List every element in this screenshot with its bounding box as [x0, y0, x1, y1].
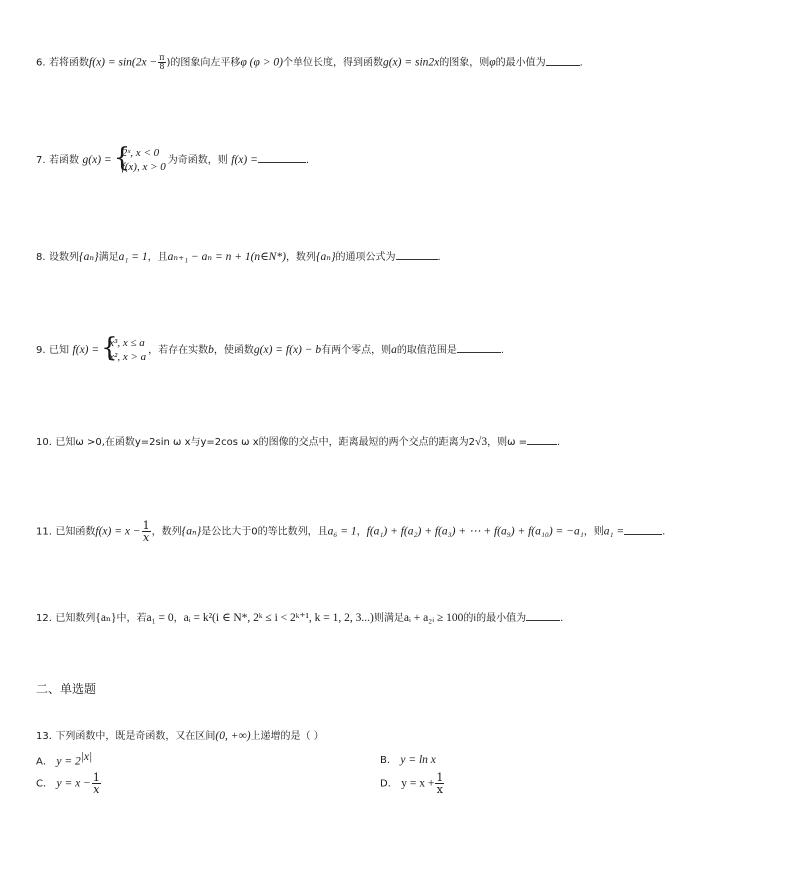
answer-blank [258, 152, 306, 163]
fraction: $\frac{1}{x}$ [436, 771, 444, 796]
option-label: C． [36, 778, 53, 790]
question-number: 13. [36, 731, 52, 742]
option-c[interactable]: C． y = x − $\frac{1}{x}$ [36, 771, 100, 796]
option-b[interactable]: B． y = ln x [380, 754, 436, 766]
option-label: D． [380, 778, 398, 790]
option-d[interactable]: D． y = x + $\frac{1}{x}$ [380, 771, 444, 796]
question-9: 9. 已知 f(x) = { x³, x ≤ a x², x > a ，若存在实数b，使函数g(x) = f(x) − b有两个零点，则a的取值范围是 . [36, 333, 505, 363]
piecewise-function: { x³, x ≤ a x², x > a [101, 333, 147, 363]
answer-blank [624, 524, 662, 535]
question-number: 11. [36, 526, 52, 538]
question-11: 11. 已知函数f(x) = x − $\frac{1}{x}$ ，数列{aₙ}是公比大于0的等比数列，且a₆ = 1，f(a₁) + f(a₂) + f(a₃) + ⋯ + f(a₉) + f(a₁₀) = −a₁，则a₁ = . [36, 519, 666, 544]
question-number: 6. [36, 57, 46, 69]
question-12: 12. 已知数列{aₙ}中，若a₁ = 0，aᵢ = k²(i ∈ N*, 2ᵏ ≤ i < 2ᵏ⁺¹, k = 1, 2, 3...)则满足aᵢ + a₂ᵢ ≥ 100的i的最小值为 . [36, 612, 564, 624]
question-number: 7. [36, 155, 46, 166]
answer-blank [546, 55, 580, 66]
question-7: 7. 若函数 g(x) = { 2ˣ, x < 0 f(x), x > 0 为奇函数，则 f(x) = . [36, 143, 310, 173]
question-number: 9. [36, 345, 46, 356]
fraction: $\frac{1}{x}$ [142, 519, 150, 544]
option-label: A． [36, 756, 53, 768]
option-a[interactable]: A． $y = 2^{|x|}$ [36, 751, 93, 768]
fraction: $\frac{\pi}{8}$ [159, 53, 165, 71]
question-6: 6. 若将函数f(x) = sin(2x − $\frac{\pi}{8}$ )的图象向左平移φ (φ > 0)个单位长度，得到函数g(x) = sin2x的图象，则φ的最小值为 . [36, 53, 583, 71]
piecewise-function: { 2ˣ, x < 0 f(x), x > 0 [113, 143, 166, 173]
math-expression: f(x) = sin(2x − [89, 56, 158, 69]
answer-blank [457, 342, 501, 353]
sqrt-expression: √3 [475, 436, 488, 448]
section-heading: 二、单选题 [36, 682, 97, 696]
question-10: 10. 已知ω >0,在函数y=2sin ω x与y=2cos ω x的图像的交点中，距离最短的两个交点的距离为2√3，则ω = . [36, 436, 561, 448]
answer-blank [526, 610, 560, 621]
option-label: B． [380, 755, 397, 766]
question-number: 10. [36, 437, 52, 448]
question-8: 8. 设数列{aₙ}满足a₁ = 1，且aₙ₊₁ − aₙ = n + 1(n∈N*)，数列{aₙ}的通项公式为 . [36, 251, 441, 263]
question-13: 13. 下列函数中，既是奇函数，又在区间(0, +∞)上递增的是（ ） [36, 730, 324, 742]
question-number: 12. [36, 613, 52, 624]
answer-blank [396, 249, 438, 260]
answer-blank [527, 434, 557, 445]
fraction: $\frac{1}{x}$ [92, 771, 100, 796]
question-number: 8. [36, 252, 46, 263]
